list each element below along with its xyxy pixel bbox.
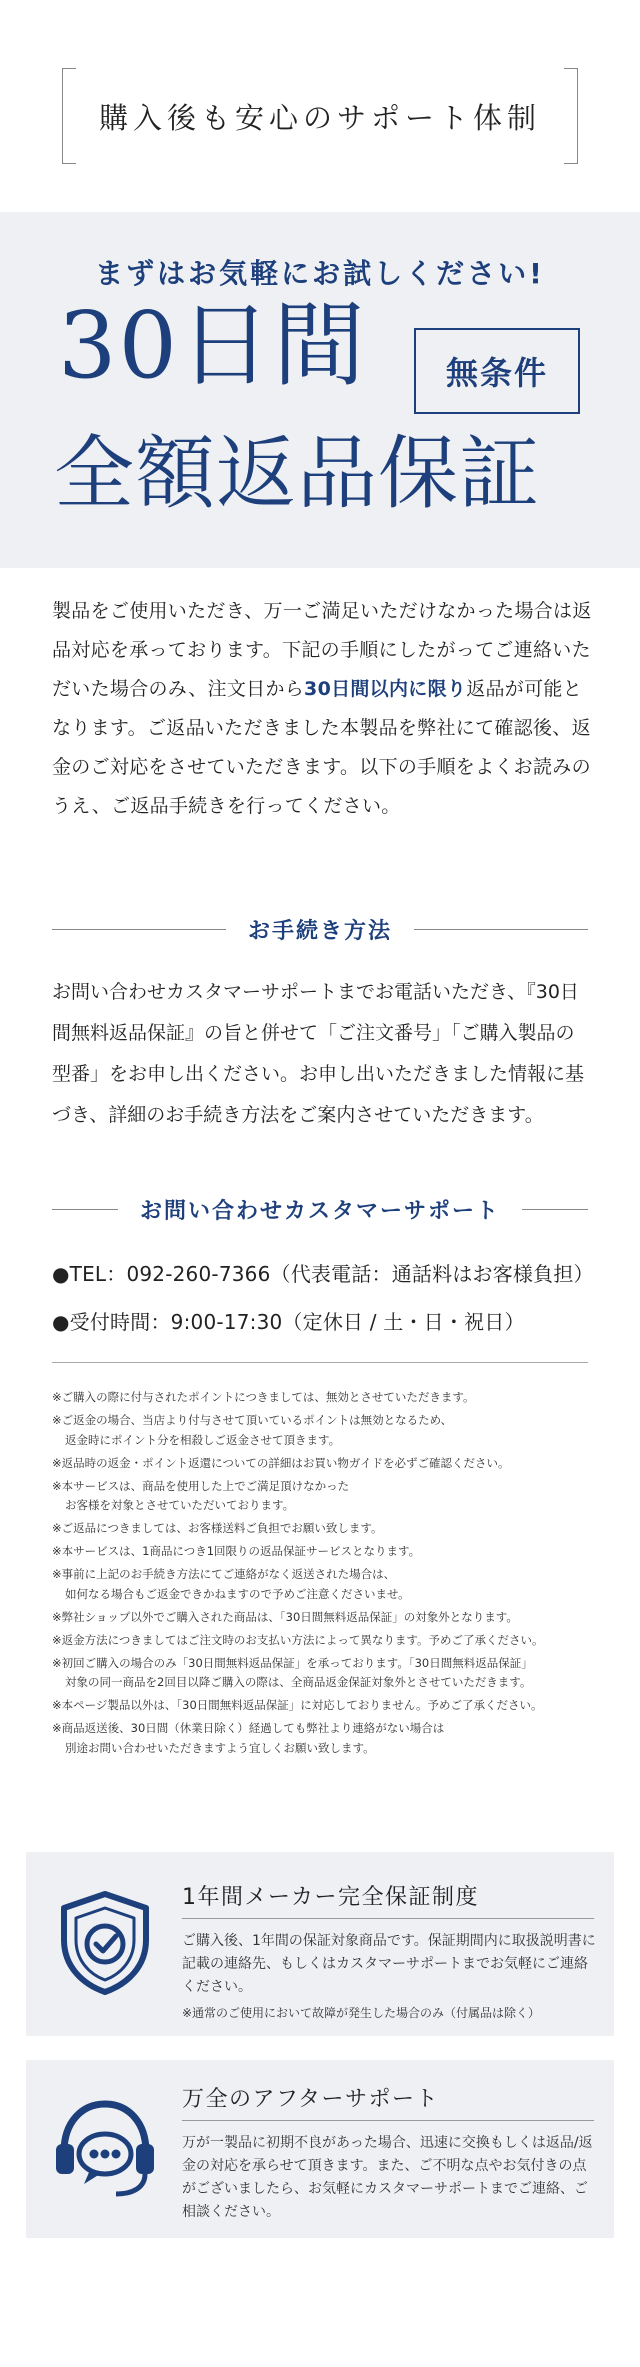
guarantee-hero	[0, 212, 640, 568]
procedure-heading-text: お手続き方法	[248, 918, 393, 944]
warranty-title: 1年間メーカー完全保証制度	[182, 1885, 480, 1910]
card-rule	[182, 2120, 594, 2121]
support-hours: ●受付時間：9:00-17:30（定休日 / 土・日・祝日）	[52, 1310, 525, 1334]
note-item: ※ご購入の際に付与されたポイントにつきましては、無効とさせていただきます。	[52, 1390, 475, 1404]
warranty-note: ※通常のご使用において故障が発生した場合のみ（付属品は除く）	[182, 2006, 541, 2020]
page-title: 購入後も安心のサポート体制	[98, 100, 541, 135]
heading-rule-left	[52, 1209, 118, 1210]
note-item: ※本サービスは、商品を使用した上でご満足頂けなかった お客様を対象とさせていただいております。	[52, 1478, 350, 1512]
heading-rule-right	[414, 929, 588, 930]
hero-lead: まずはお気軽にお試しください!	[95, 257, 545, 290]
hero-days: 30日間	[58, 292, 368, 399]
note-item: ※本ページ製品以外は、「30日間無料返品保証」に対応しておりません。予めご了承ください。	[52, 1698, 543, 1712]
intro-text-end: 返品が可能となります。ご返品いただきました本製品を弊社にて確認後、返金のご対応をさせていただきます。以下の手順をよくお読みのうえ、ご返品手続きを行ってください。	[52, 678, 591, 817]
intro-paragraph	[52, 592, 592, 826]
intro-highlight: 30日間以内に限り	[304, 678, 467, 700]
heading-rule-right	[522, 1209, 588, 1210]
support-heading	[52, 1194, 588, 1224]
intro-text: 製品をご使用いただき、万一ご満足いただけなかった場合は返品対応を承っております。下記の手順にしたがってご連絡いただいた場合のみ、注文日から	[52, 600, 592, 700]
warranty-text: ご購入後、1年間の保証対象商品です。保証期間内に取扱説明書に記載の連絡先、もしくはカスタマーサポートまでお気軽にご連絡ください。	[182, 1933, 596, 1995]
unconditional-badge: 無条件	[414, 328, 580, 414]
note-item: ※返金方法につきましてはご注文時のお支払い方法によって異なります。予めご了承ください。	[52, 1632, 544, 1647]
shield-check-icon	[50, 1888, 160, 1998]
warranty-card	[26, 1852, 614, 2036]
after-support-text: 万が一製品に初期不良があった場合、迅速に交換もしくは返品/返金の対応を承らせて頂きます。また、ご不明な点やお気付きの点がございましたら、お気軽にカスタマーサポートまでご連絡、ご相談ください。	[182, 2135, 593, 2220]
notes-list	[52, 1388, 592, 1762]
note-item: ※商品返送後、30日間（休業日除く）経過しても弊社より連絡がない場合は 別途お問い合わせいただきますよう宜しくお願い致します。	[52, 1721, 445, 1755]
heading-rule-left	[52, 929, 226, 930]
divider	[52, 1362, 588, 1363]
headset-chat-icon	[50, 2094, 160, 2204]
support-heading-text: お問い合わせカスタマーサポート	[140, 1198, 501, 1224]
note-item: ※弊社ショップ以外でご購入された商品は、「30日間無料返品保証」の対象外となります。	[52, 1609, 518, 1624]
note-item: ※ご返品につきましては、お客様送料ご負担でお願い致します。	[52, 1521, 383, 1535]
support-tel: ●TEL：092-260-7366（代表電話：通話料はお客様負担）	[52, 1262, 594, 1286]
note-item: ※返品時の返金・ポイント返還についての詳細はお買い物ガイドを必ずご確認ください。	[52, 1455, 510, 1470]
hero-main-title: 全額返品保証	[54, 427, 540, 520]
card-rule	[182, 1918, 594, 1919]
after-support-title: 万全のアフターサポート	[182, 2087, 439, 2112]
procedure-heading	[52, 914, 588, 944]
note-item: ※本サービスは、1商品につき1回限りの返品保証サービスとなります。	[52, 1544, 421, 1558]
note-item: ※初回ご購入の場合のみ「30日間無料返品保証」を承っております。「30日間無料返品保証」 対象の同一商品を2回目以降ご購入の際は、全商品返金保証対象外とさせていただきます。	[52, 1655, 533, 1689]
section-title-frame	[62, 68, 578, 164]
note-item: ※事前に上記のお手続き方法にてご連絡がなく返送された場合は、 如何なる場合もご返金できかねますので予めご注意くださいませ。	[52, 1567, 410, 1601]
procedure-text: お問い合わせカスタマーサポートまでお電話いただき、『30日間無料返品保証』の旨と併せて「ご注文番号」「ご購入製品の型番」をお申し出ください。お申し出いただきました情報に基づき、詳細のお手続き方法をご案内させていただきます。	[52, 981, 585, 1126]
after-support-card	[26, 2060, 614, 2238]
note-item: ※ご返金の場合、当店より付与させて頂いているポイントは無効となるため、 返金時にポイント分を相殺しご返金させて頂きます。	[52, 1413, 453, 1447]
